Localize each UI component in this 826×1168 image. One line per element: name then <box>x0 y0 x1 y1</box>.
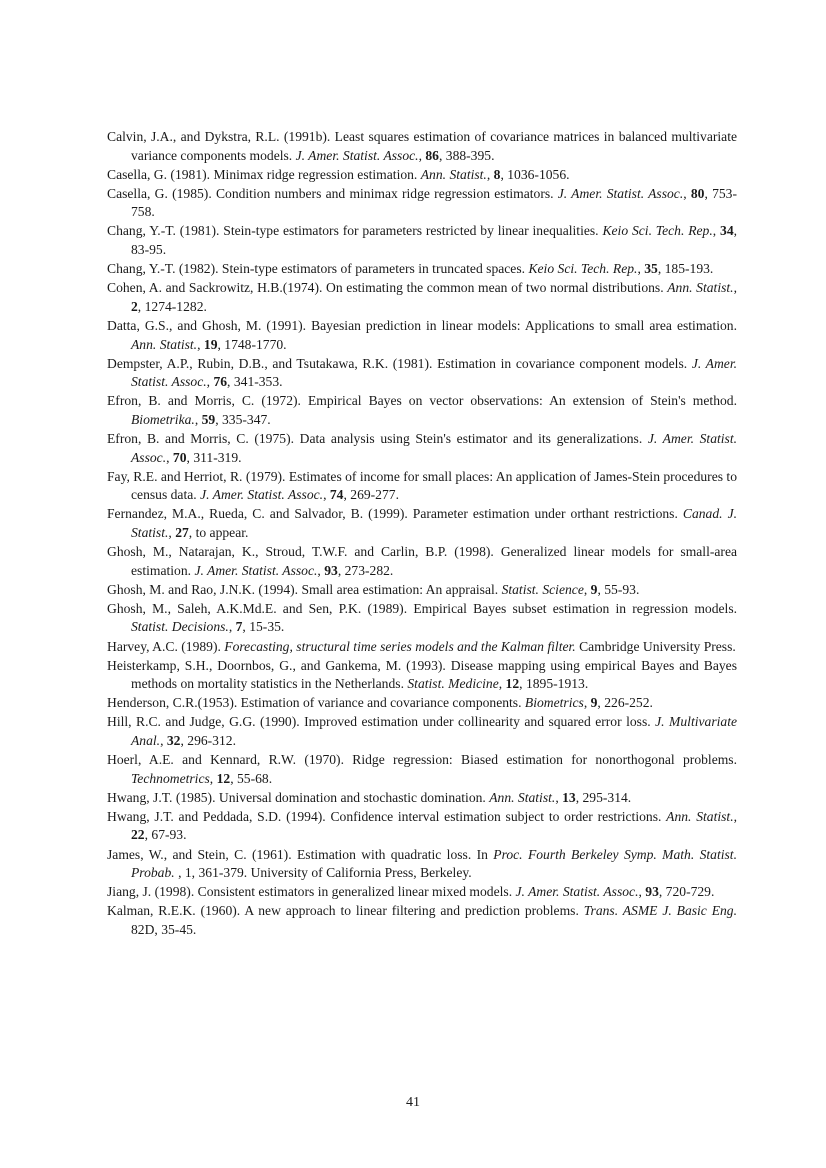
reference-journal: Biometrics <box>524 695 584 711</box>
reference-title: Estimates of income for small places: An application of James-Stein procedures to census data. <box>131 468 737 503</box>
reference-entry: Fay, R.E. and Herriot, R. (1979). Estimates of income for small places: An application of James-Stein procedures to census data. J. Amer. Statist. Assoc., 74, 269-277. <box>107 468 737 503</box>
reference-entry: Casella, G. (1985). Condition numbers and minimax ridge regression estimators. J. Amer. Statist. Assoc., 80, 753-758. <box>107 185 737 220</box>
reference-journal: Proc. Fourth Berkeley Symp. Math. Statist. Probab. <box>131 846 737 881</box>
reference-volume: 34 <box>720 223 734 239</box>
reference-journal: J. Amer. Statist. Assoc. <box>515 884 639 900</box>
reference-rest: , 1895-1913. <box>519 676 589 692</box>
reference-list <box>107 128 737 940</box>
reference-entry <box>107 846 737 883</box>
reference-volume: 32 <box>166 733 181 748</box>
reference-title: Least squares estimation of covariance matrices in balanced multivariate variance components models. <box>131 129 738 163</box>
reference-journal: J. Amer. Statist. Assoc. <box>131 355 737 390</box>
reference-authors: Henderson, C.R.(1953). <box>107 695 238 711</box>
reference-authors: Ghosh, M., Saleh, A.K.Md.E. and Sen, P.K. (1989). <box>107 600 408 616</box>
reference-title: Condition numbers and minimax ridge regression estimators. <box>215 185 554 201</box>
reference-authors: Jiang, J. (1998). <box>107 884 195 900</box>
reference-entry: Casella, G. (1981). Minimax ridge regression estimation. Ann. Statist., 8, 1036-1056. <box>107 166 570 182</box>
reference-title: Empirical Bayes subset estimation in regression models. <box>413 600 738 616</box>
reference-authors: Fernandez, M.A., Rueda, C. and Salvador, B. (1999). <box>107 506 408 522</box>
reference-authors: Chang, Y.-T. (1982). <box>107 261 219 277</box>
reference-title: On estimating the common mean of two normal distributions. <box>326 280 664 296</box>
reference-entry: Ghosh, M., Natarajan, K., Stroud, T.W.F. and Carlin, B.P. (1998). Generalized linear models for small-area estimation. J. Amer. Statist. Assoc., 93, 273-282. <box>107 544 738 578</box>
reference-title: Universal domination and stochastic domination. <box>218 789 486 805</box>
page-number: 41 <box>406 1095 420 1110</box>
reference-authors: Ghosh, M., Natarajan, K., Stroud, T.W.F. and Carlin, B.P. (1998). <box>107 544 494 560</box>
reference-title: Estimation in covariance component models. <box>437 355 688 371</box>
reference-volume: 35 <box>644 261 658 277</box>
reference-entry: Efron, B. and Morris, C. (1972). Empirical Bayes on vector observations: An extension of Stein's method. Biometrika., 59, 335-347. <box>107 393 737 427</box>
reference-volume: 7 <box>235 619 243 635</box>
reference-entry: Ghosh, M., Saleh, A.K.Md.E. and Sen, P.K. (1989). Empirical Bayes subset estimation in regression models. Statist. Decisions., 7, 15-35. <box>107 600 738 635</box>
reference-entry: Datta, G.S., and Ghosh, M. (1991). Bayesian prediction in linear models: Applications to small area estimation. Ann. Statist., 19, 1748-1770. <box>107 317 737 352</box>
reference-entry: Efron, B. and Morris, C. (1975). Data analysis using Stein's estimator and its generalizations. J. Amer. Statist. Assoc., 70, 311-319. <box>107 431 738 465</box>
reference-authors: Hwang, J.T. (1985). <box>107 789 216 805</box>
reference-journal: Keio Sci. Tech. Rep. <box>602 223 713 239</box>
reference-volume: 59 <box>201 411 216 427</box>
reference-journal: Statist. Science <box>501 581 584 597</box>
reference-rest: , 269-277. <box>343 487 399 503</box>
reference-volume: 76 <box>213 374 228 390</box>
reference-authors: Dempster, A.P., Rubin, D.B., and Tsutakawa, R.K. (1981). <box>107 355 433 371</box>
reference-volume: 70 <box>172 449 187 465</box>
reference-rest: 82D, 35-45. <box>131 921 197 937</box>
reference-authors: Cohen, A. and Sackrowitz, H.B.(1974). <box>107 280 323 296</box>
reference-title: Confidence interval estimation subject to order restrictions. <box>330 808 662 824</box>
reference-rest: , 55-68. <box>230 770 273 786</box>
reference-journal: J. Amer. Statist. Assoc. <box>557 185 684 201</box>
reference-authors: Hill, R.C. and Judge, G.G. (1990). <box>107 714 300 730</box>
reference-entry: Cohen, A. and Sackrowitz, H.B.(1974). On estimating the common mean of two normal distributions. Ann. Statist., 2, 1274-1282. <box>107 280 737 314</box>
reference-journal: Ann. Statist. <box>666 808 734 824</box>
reference-authors: Efron, B. and Morris, C. (1972). <box>107 393 301 409</box>
reference-volume: 8 <box>493 166 501 182</box>
reference-entry: Heisterkamp, S.H., Doornbos, G., and Gankema, M. (1993). Disease mapping using empirical Bayes and Bayes methods on mortality statistics in the Netherlands. Statist. Medicine, 12, 1895-1913. <box>107 657 738 692</box>
reference-authors: Calvin, J.A., and Dykstra, R.L. (1991b). <box>107 129 331 144</box>
reference-volume: 2 <box>131 298 138 314</box>
reference-entry: Fernandez, M.A., Rueda, C. and Salvador, B. (1999). Parameter estimation under orthant restrictions. Canad. J. Statist., 27, to appear. <box>107 506 737 540</box>
reference-journal: J. Amer. Statist. Assoc. <box>131 431 738 465</box>
reference-journal: J. Amer. Statist. Assoc. <box>194 562 318 578</box>
reference-rest: , 1274-1282. <box>137 298 207 314</box>
reference-journal: Ann. Statist. <box>131 336 198 352</box>
reference-volume: 19 <box>203 336 218 352</box>
reference-entry: Jiang, J. (1998). Consistent estimators in generalized linear mixed models. J. Amer. Statist. Assoc., 93, 720-729. <box>107 884 715 900</box>
reference-authors: Harvey, A.C. (1989). <box>107 638 221 654</box>
reference-entry: Henderson, C.R.(1953). Estimation of variance and covariance components. Biometrics, 9, 226-252. <box>107 695 653 711</box>
reference-journal: Forecasting, structural time series models and the Kalman filter. <box>224 638 576 654</box>
reference-rest: , 55-93. <box>597 581 640 597</box>
reference-entry: Hoerl, A.E. and Kennard, R.W. (1970). Ridge regression: Biased estimation for nonorthogonal problems. Technometrics, 12, 55-68. <box>107 752 737 786</box>
reference-volume: 86 <box>425 147 439 163</box>
reference-entry: Hwang, J.T. (1985). Universal domination and stochastic domination. Ann. Statist., 13, 295-314. <box>107 789 632 805</box>
reference-journal: Statist. Decisions. <box>131 619 229 635</box>
reference-volume: 9 <box>590 695 598 711</box>
reference-title: Empirical Bayes on vector observations: An extension of Stein's method. <box>307 393 737 409</box>
reference-volume: 22 <box>131 827 145 843</box>
reference-rest: , 341-353. <box>227 374 283 390</box>
reference-journal: Ann. Statist. <box>667 280 734 296</box>
reference-authors: James, W., and Stein, C. (1961). <box>107 846 292 862</box>
reference-title: Estimation with quadratic loss. In <box>296 846 488 862</box>
reference-volume: 74 <box>329 487 344 503</box>
reference-rest: , 720-729. <box>658 884 715 900</box>
reference-journal: Technometrics <box>131 770 210 786</box>
reference-rest: , 226-252. <box>597 695 653 711</box>
reference-entry: Calvin, J.A., and Dykstra, R.L. (1991b). Least squares estimation of covariance matrices in balanced multivariate variance components models. J. Amer. Statist. Assoc., 86, 388-395. <box>107 129 738 163</box>
reference-volume: 9 <box>590 581 598 597</box>
reference-rest: , 185-193. <box>657 261 714 277</box>
reference-rest: , 1748-1770. <box>217 336 287 352</box>
reference-rest: , 753-758. <box>131 185 737 220</box>
reference-rest: , to appear. <box>188 524 249 540</box>
reference-entry: Chang, Y.-T. (1982). Stein-type estimators of parameters in truncated spaces. Keio Sci. Tech. Rep., 35, 185-193. <box>107 261 714 277</box>
reference-entry: Hill, R.C. and Judge, G.G. (1990). Improved estimation under collinearity and squared error loss. J. Multivariate Anal., 32, 296-312. <box>107 714 738 748</box>
reference-rest: , 15-35. <box>242 619 285 635</box>
reference-title: Estimation of variance and covariance components. <box>240 695 522 711</box>
reference-rest: Cambridge University Press. <box>575 638 736 654</box>
reference-authors: Kalman, R.E.K. (1960). <box>107 903 241 919</box>
reference-entry: Hwang, J.T. and Peddada, S.D. (1994). Confidence interval estimation subject to order restrictions. Ann. Statist., 22, 67-93. <box>107 808 738 843</box>
reference-rest: , 335-347. <box>215 411 271 427</box>
reference-title: Stein-type estimators for parameters restricted by linear inequalities. <box>223 223 599 239</box>
reference-journal: J. Multivariate Anal. <box>131 714 738 748</box>
reference-rest: , 83-95. <box>131 223 738 258</box>
reference-volume: 93 <box>324 562 338 578</box>
reference-journal: Canad. J. Statist. <box>131 506 737 540</box>
reference-authors: Datta, G.S., and Ghosh, M. (1991). <box>107 317 307 333</box>
reference-title: Improved estimation under collinearity and squared error loss. <box>304 714 651 730</box>
reference-title: A new approach to linear filtering and prediction problems. <box>244 903 579 919</box>
reference-journal: Biometrika. <box>131 411 195 427</box>
reference-authors: Casella, G. (1985). <box>107 185 212 201</box>
reference-authors: Hoerl, A.E. and Kennard, R.W. (1970). <box>107 752 344 768</box>
reference-journal: Trans. ASME J. Basic Eng. <box>583 903 738 919</box>
reference-title: Stein-type estimators of parameters in truncated spaces. <box>221 261 526 277</box>
reference-journal: J. Amer. Statist. Assoc. <box>295 147 419 163</box>
reference-entry <box>107 902 737 939</box>
reference-title: Data analysis using Stein's estimator and its generalizations. <box>299 431 643 446</box>
reference-authors: Heisterkamp, S.H., Doornbos, G., and Gankema, M. (1993). <box>107 657 446 673</box>
reference-volume: 93 <box>645 884 659 900</box>
reference-title: Ridge regression: Biased estimation for nonorthogonal problems. <box>352 752 737 768</box>
reference-volume: 27 <box>175 524 189 540</box>
reference-authors: Hwang, J.T. and Peddada, S.D. (1994). <box>107 808 326 824</box>
reference-journal: Keio Sci. Tech. Rep. <box>528 261 638 277</box>
reference-authors: Chang, Y.-T. (1981). <box>107 223 220 239</box>
reference-journal: J. Amer. Statist. Assoc. <box>200 487 324 503</box>
reference-title: Minimax ridge regression estimation. <box>213 166 418 182</box>
reference-entry <box>107 638 737 657</box>
reference-title: Small area estimation: An appraisal. <box>301 581 499 597</box>
reference-entry: Chang, Y.-T. (1981). Stein-type estimators for parameters restricted by linear inequalities. Keio Sci. Tech. Rep., 34, 83-95. <box>107 223 738 258</box>
reference-volume: 12 <box>505 676 520 692</box>
reference-authors: Ghosh, M. and Rao, J.N.K. (1994). <box>107 581 299 597</box>
reference-rest: , 388-395. <box>438 147 495 163</box>
reference-authors: Efron, B. and Morris, C. (1975). <box>107 431 295 446</box>
reference-title: Parameter estimation under orthant restrictions. <box>412 506 678 522</box>
reference-title: Generalized linear models for small-area estimation. <box>131 544 738 578</box>
reference-title: Consistent estimators in generalized linear mixed models. <box>197 884 513 900</box>
reference-rest: , 1036-1056. <box>500 166 570 182</box>
reference-rest: , 295-314. <box>575 789 632 805</box>
reference-rest: , 296-312. <box>180 733 236 748</box>
reference-volume: 80 <box>690 185 705 201</box>
reference-title: Disease mapping using empirical Bayes and Bayes methods on mortality statistics in the Netherlands. <box>131 657 738 692</box>
reference-rest: , 1, 361-379. University of California Press, Berkeley. <box>174 865 472 881</box>
reference-journal: Ann. Statist. <box>420 166 487 182</box>
reference-authors: Fay, R.E. and Herriot, R. (1979). <box>107 468 286 484</box>
reference-rest: , 67-93. <box>144 827 187 843</box>
reference-title: Bayesian prediction in linear models: Applications to small area estimation. <box>311 317 737 333</box>
reference-volume: 13 <box>562 789 576 805</box>
reference-entry: Ghosh, M. and Rao, J.N.K. (1994). Small area estimation: An appraisal. Statist. Science, 9, 55-93. <box>107 581 640 597</box>
reference-entry: Dempster, A.P., Rubin, D.B., and Tsutakawa, R.K. (1981). Estimation in covariance component models. J. Amer. Statist. Assoc., 76, 341-353. <box>107 355 737 390</box>
reference-journal: Statist. Medicine <box>407 676 499 692</box>
reference-rest: , 311-319. <box>186 449 242 465</box>
reference-rest: , 273-282. <box>337 562 394 578</box>
reference-authors: Casella, G. (1981). <box>107 166 211 182</box>
reference-volume: 12 <box>216 770 231 786</box>
reference-journal: Ann. Statist. <box>489 789 556 805</box>
